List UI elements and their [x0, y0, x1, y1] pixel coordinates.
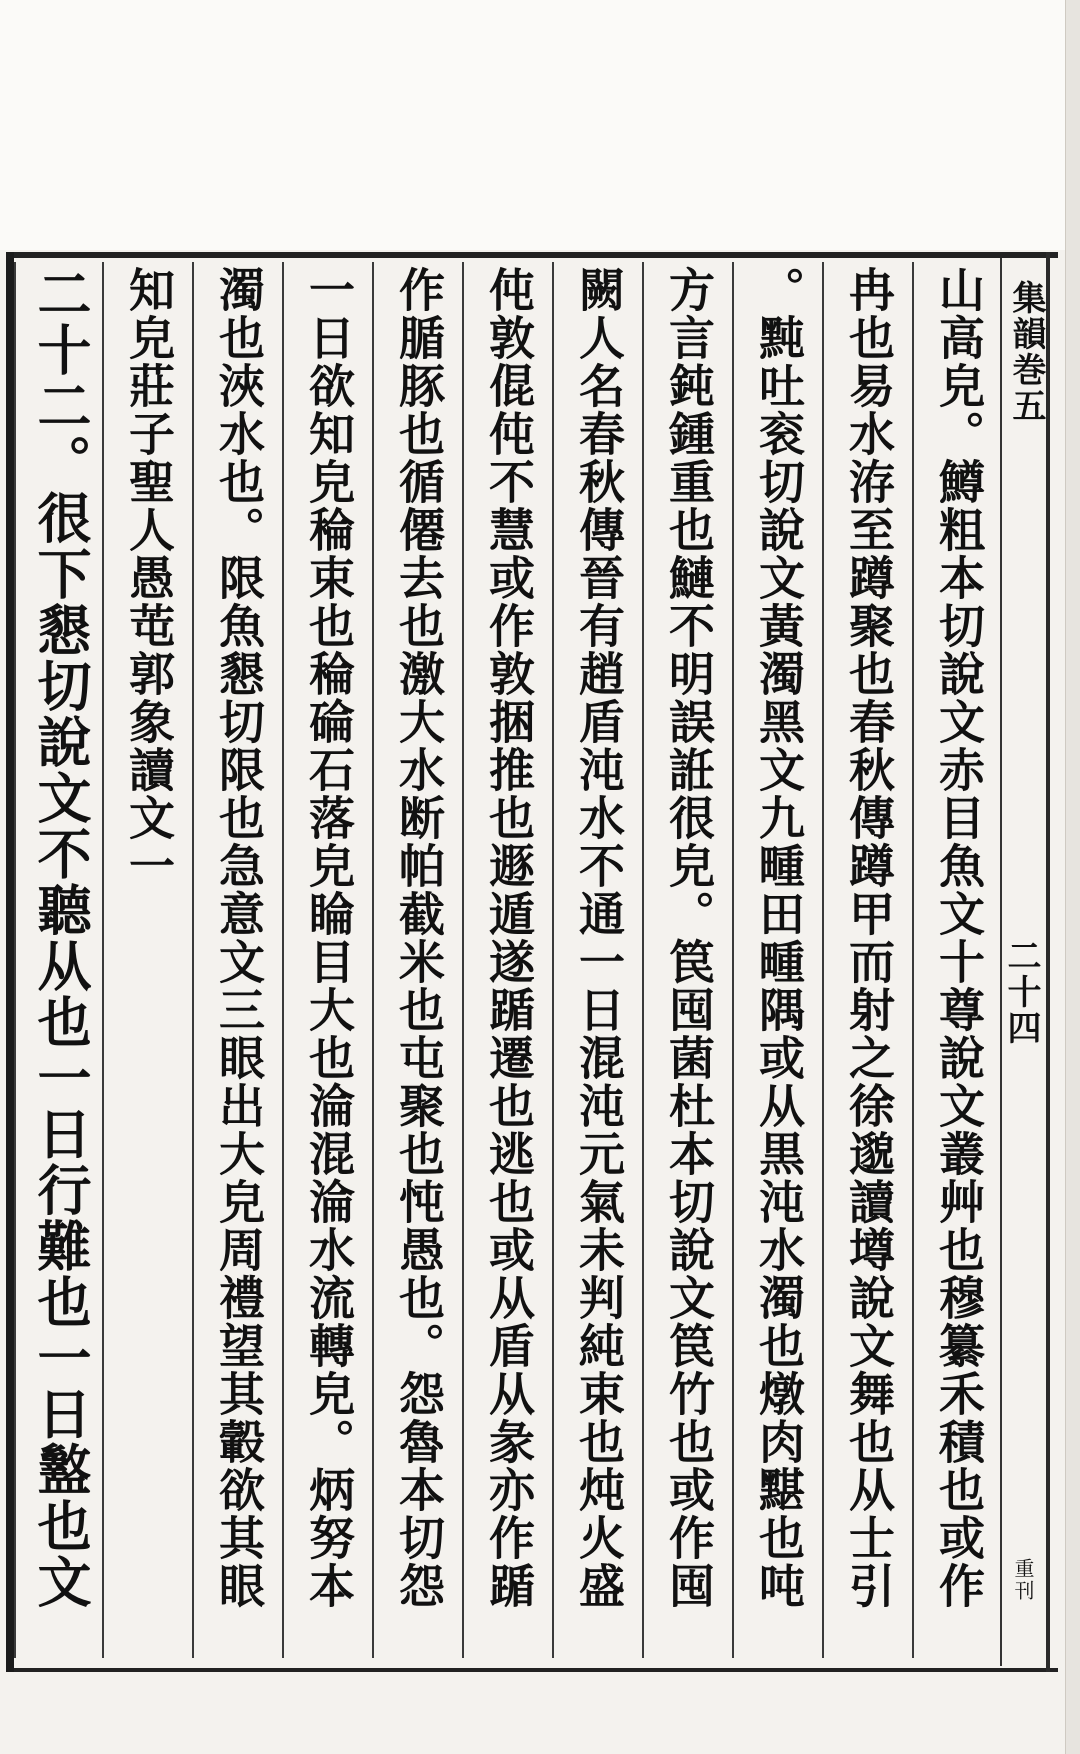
book-title: 集韻巻五: [1006, 280, 1046, 424]
column-text: 濁也浹水也。限魚懇切限也急意文三眼出大皃周禮望其轂欲其眼: [212, 266, 266, 1610]
column-text: 知皃莊子聖人愚芚郭象讀文一: [122, 266, 176, 890]
page-edge: [1065, 0, 1080, 1754]
reprint-mark: 重刊: [1011, 1558, 1035, 1602]
column-text: 作腯豚也循僊去也激大水断帕截米也屯聚也忳愚也。怨魯本切怨: [392, 266, 446, 1610]
leaf-number: 二十四: [1001, 938, 1041, 1046]
text-column: [192, 262, 282, 1658]
column-text: 一日欲知皃稐束也稐碖石落皃睔目大也淪混淪水流轉皃。炳努本: [302, 266, 356, 1610]
text-column: [372, 262, 462, 1658]
text-column: [462, 262, 552, 1658]
text-column: [822, 262, 912, 1658]
column-text: 伅敦倱伅不慧或作敦捆推也遯遁遂踲遷也逃也或从盾从彖亦作踲: [482, 266, 536, 1610]
text-column: [102, 262, 192, 1658]
text-column: [912, 262, 1002, 1658]
column-text: 闕人名春秋傳晉有趙盾沌水不通一日混沌元氣未判純束也炖火盛: [572, 266, 626, 1610]
column-text: 山高皃。鱒粗本切說文赤目魚文十尊說文叢艸也穆纂禾積也或作: [932, 266, 986, 1610]
text-column: [552, 262, 642, 1658]
text-column: [732, 262, 822, 1658]
column-text: 二十二。很下懇切說文不聽从也一日行難也一日盭也文: [29, 266, 93, 1610]
text-column: [282, 262, 372, 1658]
margin-strip: [1000, 258, 1048, 1666]
column-text: 方言鈍鍾重也鰱不明誤䛘很皃。笢囤菌杜本切說文笢竹也或作囤: [662, 266, 716, 1610]
column-text: 。黗吐衮切說文黃濁黑文九畽田畽隅或从黒沌水濁也燉肉黮也吨: [752, 266, 806, 1610]
text-column: [14, 262, 102, 1658]
top-margin: [0, 0, 1080, 250]
frame-left-border: [6, 252, 14, 1672]
text-column: [642, 262, 732, 1658]
column-text: 冉也易水洊至蹲聚也春秋傳蹲甲而射之徐邈讀墫說文舞也从士引: [842, 266, 896, 1610]
